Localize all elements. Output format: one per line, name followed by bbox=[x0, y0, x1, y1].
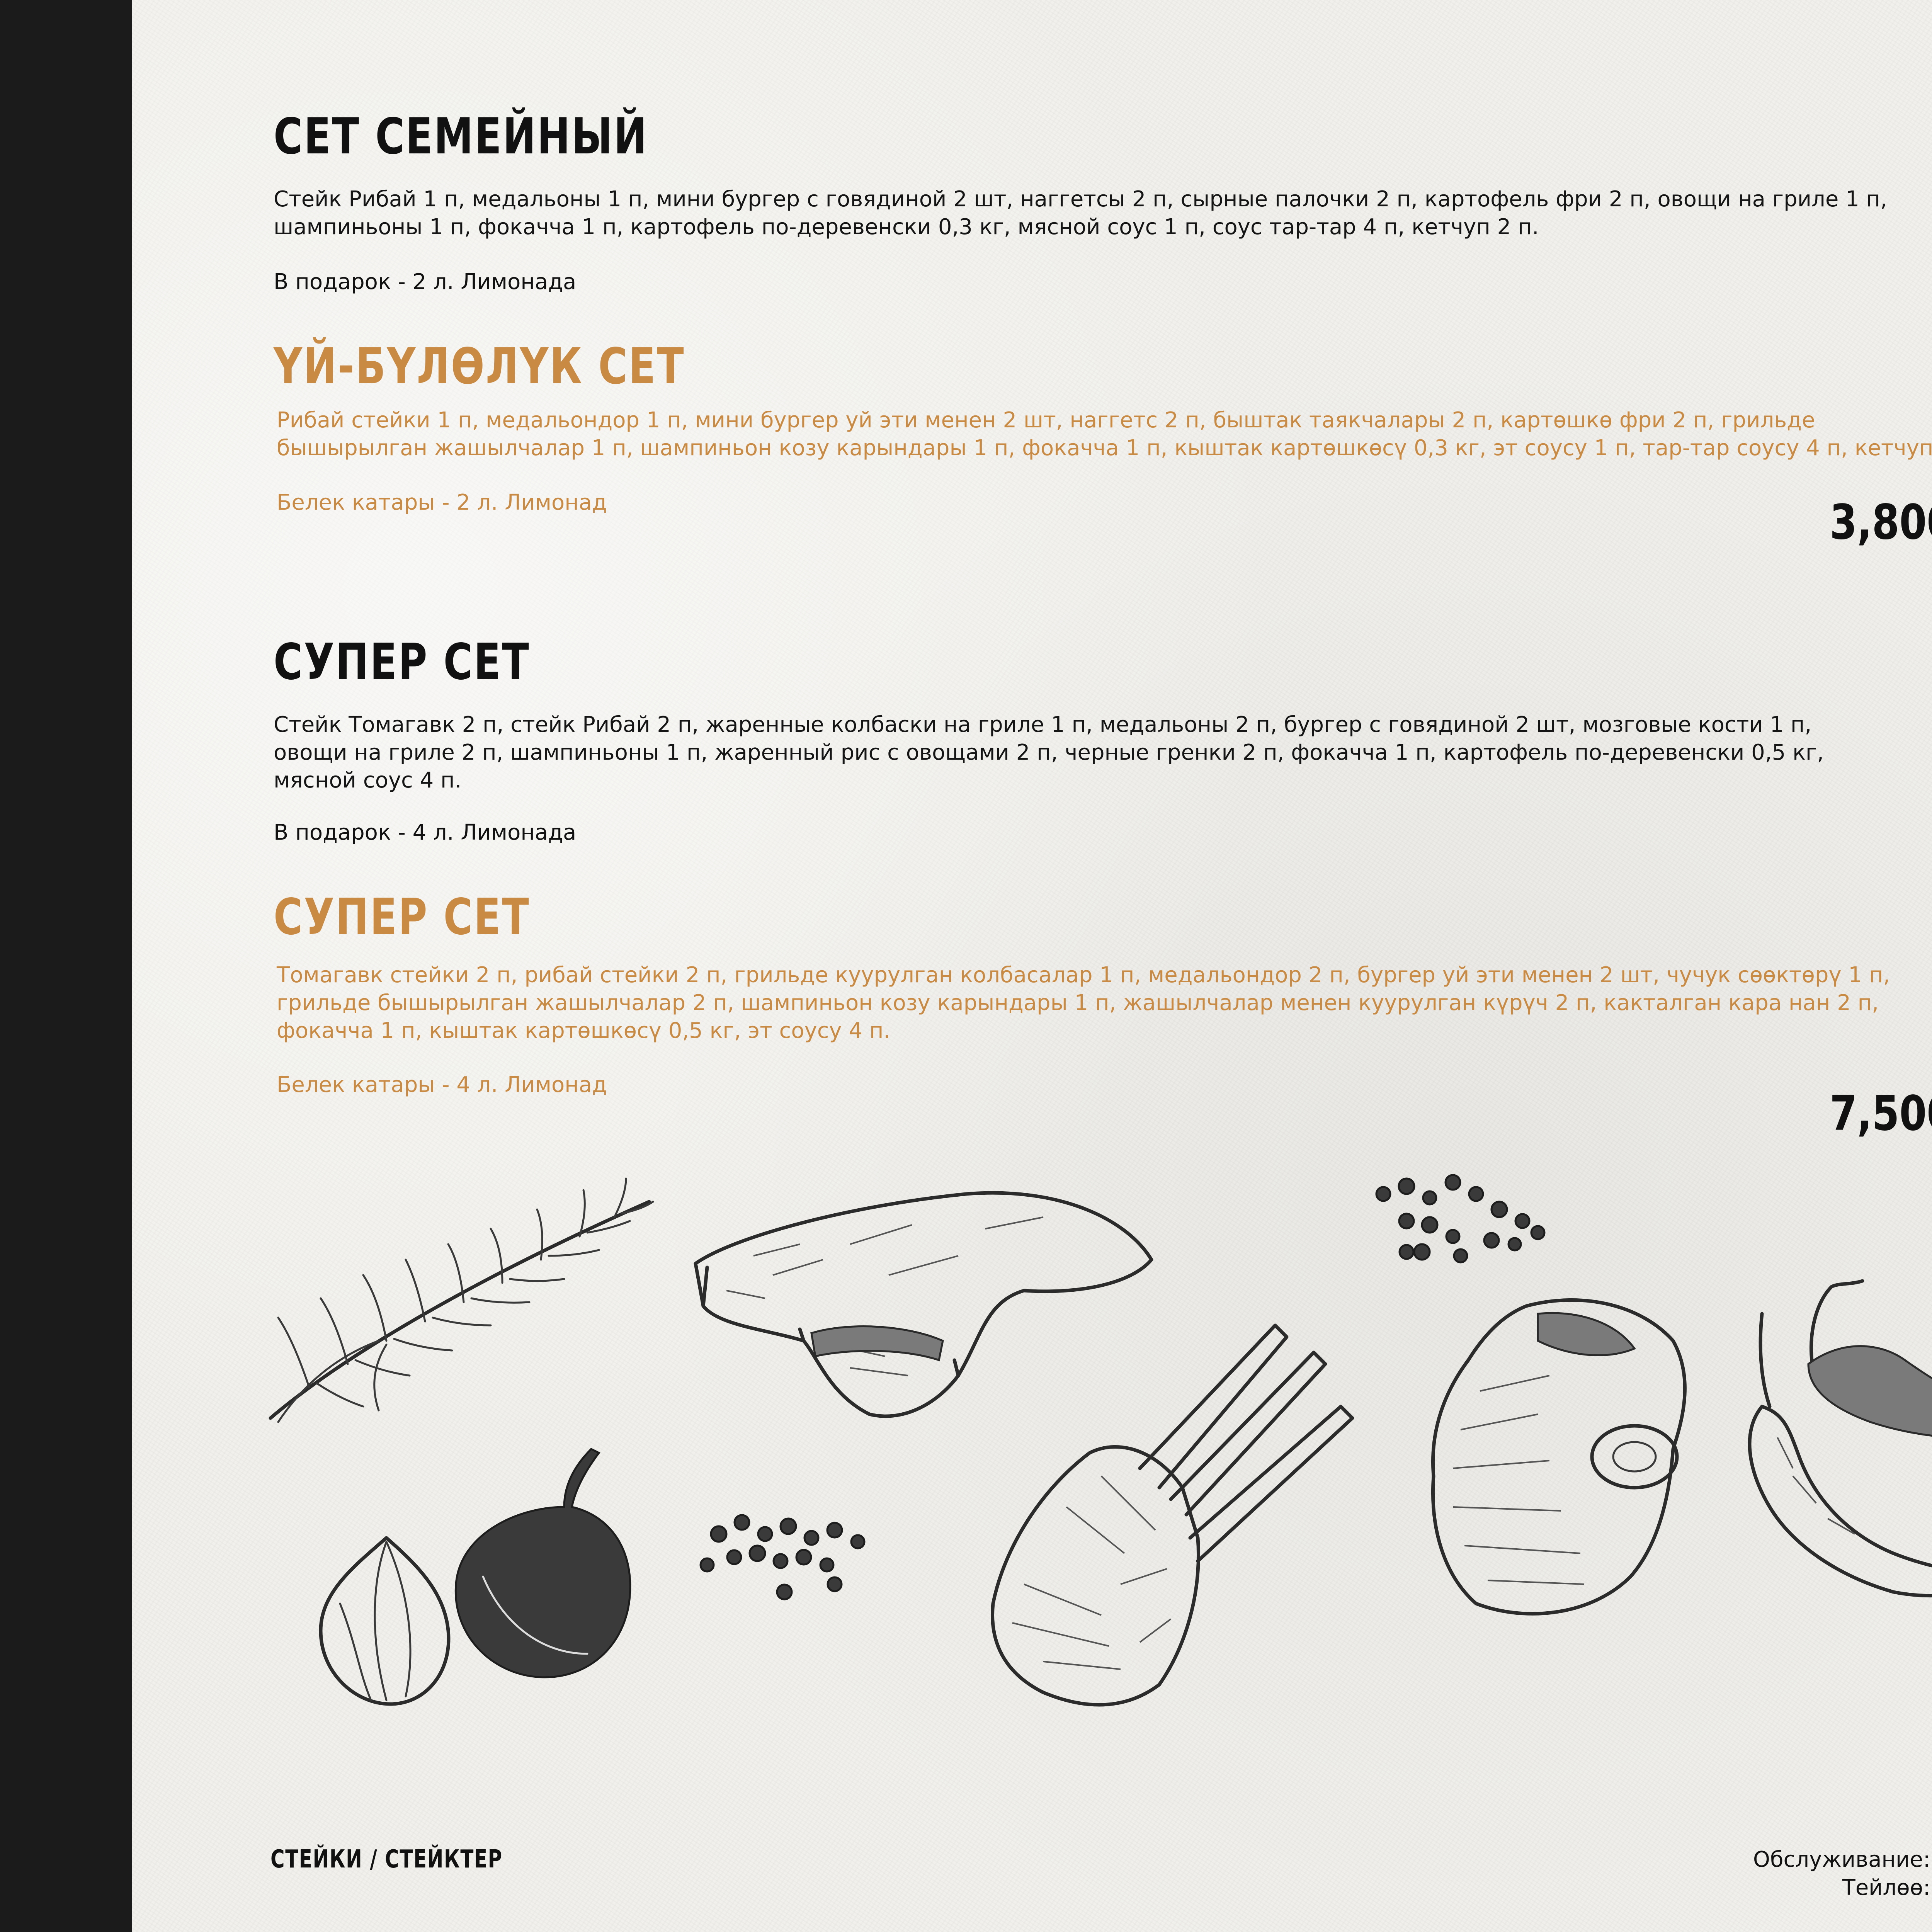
set-family-desc-ky-line-2: бышырылган жашылчалар 1 п, шампиньон козу карындары 1 п, фокачча 1 п, кыштак картөшкөсү 0,3 кг, эт соусу 1 п, тар-тар соусу 4 п, кетчуп 2 п. bbox=[277, 434, 1932, 462]
set-family-desc-ky-line-1: Рибай стейки 1 п, медальондор 1 п, мини бургер уй эти менен 2 шт, наггетс 2 п, быштак таякчалары 2 п, картөшкө фри 2 п, грильде bbox=[277, 406, 1815, 434]
menu-category-label: СТЕЙКИ / СТЕЙКТЕР bbox=[270, 1845, 503, 1874]
set-super-desc-ky-line-1: Томагавк стейки 2 п, рибай стейки 2 п, грильде куурулган колбасалар 1 п, медальондор 2 п, бургер уй эти менен 2 шт, чучук сөөктөрү 1 п, bbox=[277, 961, 1890, 989]
set-family-title-ky: ҮЙ-БҮЛӨЛҮК СЕТ bbox=[274, 342, 685, 391]
set-family-desc-ru-line-1: Стейк Рибай 1 п, медальоны 1 п, мини бургер с говядиной 2 шт, наггетсы 2 п, сырные палочки 2 п, картофель фри 2 п, овощи на гриле 1 п, bbox=[274, 185, 1887, 213]
set-super-desc-ru-line-3: мясной соус 4 п. bbox=[274, 767, 461, 794]
set-family-price: 3,80 bbox=[1830, 498, 1932, 546]
set-family-desc-ru-line-2: шампиньоны 1 п, фокачча 1 п, картофель по-деревенски 0,3 кг, мясной соус 1 п, соус тар-тар 4 п, кетчуп 2 п. bbox=[274, 213, 1539, 241]
set-super-desc-ru-line-1: Стейк Томагавк 2 п, стейк Рибай 2 п, жаренные колбаски на гриле 1 п, медальоны 2 п, бургер с говядиной 2 шт, мозговые кости 1 п, bbox=[274, 711, 1811, 739]
set-super-desc-ky-line-2: грильде бышырылган жашылчалар 2 п, шампиньон козу карындары 1 п, жашылчалар менен куурулган күрүч 2 п, какталган кара нан 2 п, bbox=[277, 989, 1879, 1017]
set-super-title-ky: СУПЕР СЕТ bbox=[274, 893, 530, 942]
set-super-desc-ky-line-3: фокачча 1 п, кыштак картөшкөсү 0,5 кг, эт соусу 4 п. bbox=[277, 1017, 890, 1045]
set-family-gift-ru: В подарок - 2 л. Лимонада bbox=[274, 269, 576, 294]
service-fee-ru: Обслуживание: bbox=[1753, 1849, 1932, 1871]
set-family-title-ru: СЕТ СЕМЕЙНЫЙ bbox=[274, 112, 648, 162]
set-super-title-ru: СУПЕР СЕТ bbox=[274, 638, 530, 687]
set-super-price: 7,50 bbox=[1830, 1090, 1932, 1138]
set-super-gift-ky: Белек катары - 4 л. Лимонад bbox=[277, 1072, 607, 1097]
service-fee-ky: Тейлөө: bbox=[1842, 1877, 1932, 1899]
set-super-desc-ru-line-2: овощи на гриле 2 п, шампиньоны 1 п, жаренный рис с овощами 2 п, черные гренки 2 п, фокачча 1 п, картофель по-деревенски 0,5 кг, bbox=[274, 739, 1824, 767]
set-super-gift-ru: В подарок - 4 л. Лимонада bbox=[274, 820, 576, 845]
set-family-gift-ky: Белек катары - 2 л. Лимонад bbox=[277, 490, 607, 515]
